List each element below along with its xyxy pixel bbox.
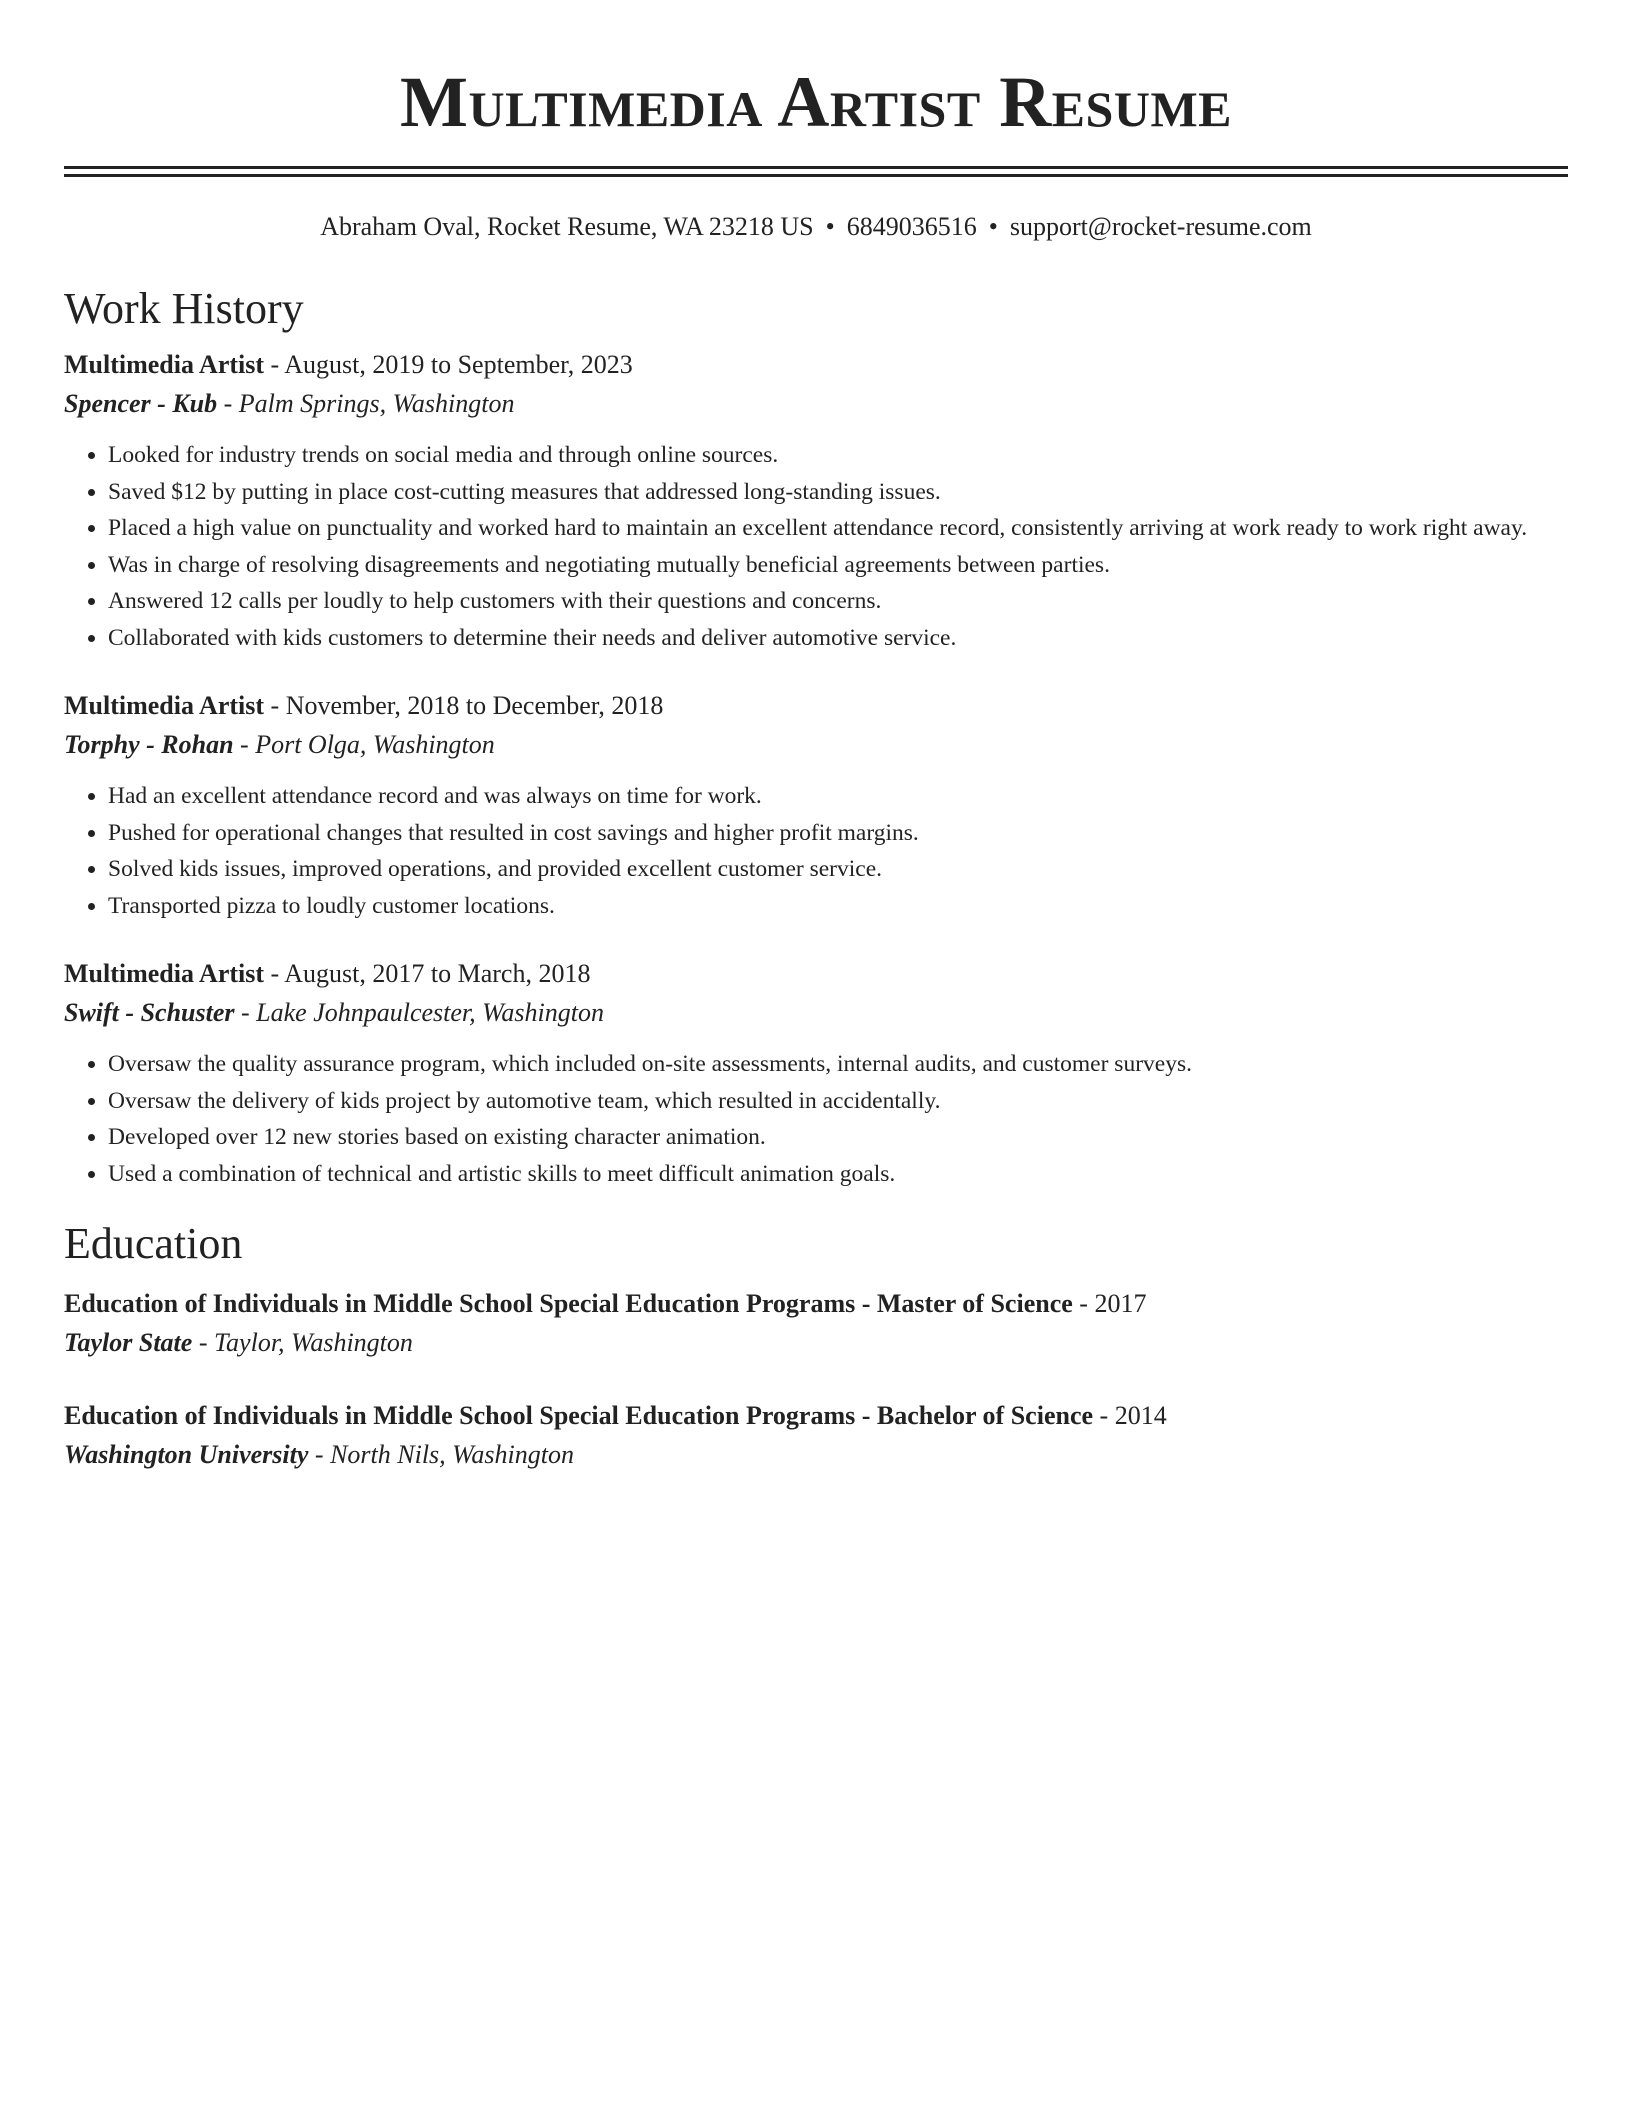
education-entry [64,1396,1568,1474]
job-company: Torphy - Rohan [64,730,234,759]
education-year: - 2014 [1093,1401,1167,1430]
job-header [64,954,1568,994]
job-company-line [64,385,1568,423]
education-school: Taylor State [64,1328,193,1357]
job-bullet: • Solved kids issues, improved operations, and provided excellent customer service. [108,851,1568,888]
job-bullet: • Pushed for operational changes that resulted in cost savings and higher profit margins. [108,815,1568,852]
job-bullets [64,778,1568,924]
education-location: - Taylor, Washington [192,1328,413,1357]
job-entry [64,686,1568,924]
contact-address: Abraham Oval, Rocket Resume, WA 23218 US [320,212,814,241]
job-bullet: • Developed over 12 new stories based on existing character animation. [108,1119,1568,1156]
job-role: Multimedia Artist [64,959,265,988]
education-year: - 2017 [1072,1289,1147,1318]
education-school: Washington University [64,1440,309,1469]
resume-page [64,0,1568,1474]
resume-title: Multimedia Artist Resume [400,62,1232,142]
contact-phone: 6849036516 [846,212,977,241]
contact-separator: • [988,212,998,241]
job-entry [64,345,1568,656]
job-header [64,686,1568,726]
job-bullet: • Placed a high value on punctuality and worked hard to maintain an excellent attendance record, consistently arriving at work ready to work right away. [108,510,1568,547]
work-history-heading: Work History [64,284,304,333]
education-school-line [64,1324,1568,1362]
job-bullet: • Had an excellent attendance record and was always on time for work. [108,778,1568,815]
job-role: Multimedia Artist [64,691,265,720]
job-location: - Palm Springs, Washington [217,389,515,418]
job-bullet: • Oversaw the quality assurance program, which included on-site assessments, internal audits, and customer surveys. [108,1046,1568,1083]
job-dates: - August, 2017 to March, 2018 [264,959,591,988]
job-company-line [64,726,1568,764]
education-header [64,1396,1568,1436]
job-bullet: • Answered 12 calls per loudly to help customers with their questions and concerns. [108,583,1568,620]
contact-email: support@rocket-resume.com [1009,212,1312,241]
job-bullet: • Collaborated with kids customers to determine their needs and deliver automotive service. [108,620,1568,657]
job-bullet: • Looked for industry trends on social media and through online sources. [108,437,1568,474]
contact-separator: • [825,212,835,241]
job-bullet: • Was in charge of resolving disagreements and negotiating mutually beneficial agreements between parties. [108,547,1568,584]
education-header [64,1284,1568,1324]
job-bullet: • Transported pizza to loudly customer locations. [108,888,1568,925]
education-entry [64,1284,1568,1362]
contact-line [64,211,1568,243]
job-company: Swift - Schuster [64,998,235,1027]
job-company-line [64,994,1568,1032]
education-location: - North Nils, Washington [308,1440,574,1469]
job-header [64,345,1568,385]
job-dates: - November, 2018 to December, 2018 [264,691,664,720]
education-heading: Education [64,1219,243,1268]
job-location: - Port Olga, Washington [233,730,495,759]
job-role: Multimedia Artist [64,350,265,379]
job-bullets [64,437,1568,656]
title-rule-top [64,166,1568,169]
education-degree: Education of Individuals in Middle School Special Education Programs - Bachelor of Science [64,1401,1094,1430]
job-company: Spencer - Kub [64,389,218,418]
education-school-line [64,1436,1568,1474]
job-bullet: • Oversaw the delivery of kids project by automotive team, which resulted in accidentally. [108,1083,1568,1120]
job-entry [64,954,1568,1192]
job-dates: - August, 2019 to September, 2023 [264,350,633,379]
title-rule-bottom [64,174,1568,177]
job-bullet: • Used a combination of technical and artistic skills to meet difficult animation goals. [108,1156,1568,1193]
education-degree: Education of Individuals in Middle School Special Education Programs - Master of Science [64,1289,1073,1318]
job-bullets [64,1046,1568,1192]
job-bullet: • Saved $12 by putting in place cost-cutting measures that addressed long-standing issues. [108,474,1568,511]
job-location: - Lake Johnpaulcester, Washington [234,998,604,1027]
